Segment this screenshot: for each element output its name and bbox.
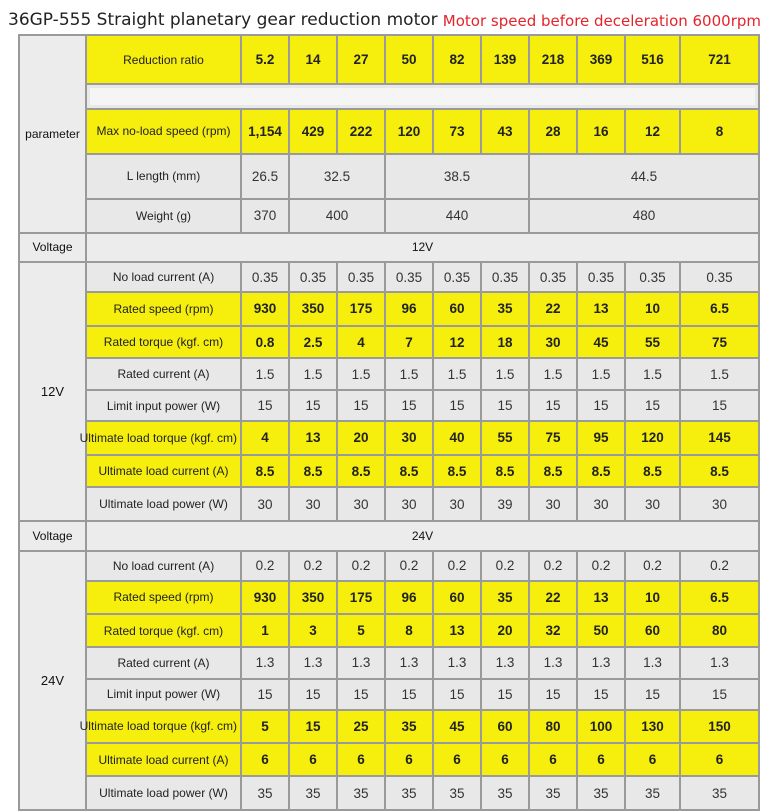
- voltage-group-label: 12V: [19, 262, 86, 521]
- spec-value: 0.35: [529, 262, 577, 292]
- spec-row: [19, 551, 759, 581]
- row-label: Ultimate load power (W): [86, 776, 241, 810]
- spec-value: 0.2: [680, 551, 759, 581]
- spec-value: 15: [529, 390, 577, 421]
- row-label: Ultimate load current (A): [86, 743, 241, 776]
- row-label: Rated current (A): [86, 358, 241, 390]
- spec-value: 150: [680, 710, 759, 744]
- spec-value: 1.5: [385, 358, 433, 390]
- spec-value: 4: [241, 421, 289, 455]
- spec-value: 7: [385, 326, 433, 359]
- length-value: 44.5: [529, 154, 759, 199]
- spec-value: 6: [289, 743, 337, 776]
- spec-value: 0.2: [289, 551, 337, 581]
- spec-value: 39: [481, 487, 529, 521]
- row-label: Rated speed (rpm): [86, 581, 241, 615]
- spec-value: 15: [241, 390, 289, 421]
- spec-value: 35: [577, 776, 625, 810]
- spec-value: 95: [577, 421, 625, 455]
- spec-value: 13: [433, 614, 481, 647]
- weight-row: [19, 199, 759, 233]
- spec-value: 8.5: [529, 455, 577, 488]
- spec-value: 22: [529, 292, 577, 326]
- spec-value: 13: [577, 581, 625, 615]
- ratio-value: 82: [433, 35, 481, 84]
- spec-value: 0.2: [577, 551, 625, 581]
- spec-value: 15: [577, 390, 625, 421]
- spec-row: [19, 581, 759, 615]
- spec-value: 12: [433, 326, 481, 359]
- spec-value: 0.35: [289, 262, 337, 292]
- spec-value: 35: [433, 776, 481, 810]
- spec-value: 50: [577, 614, 625, 647]
- spec-row: [19, 679, 759, 710]
- spec-value: 0.8: [241, 326, 289, 359]
- spec-value: 0.35: [241, 262, 289, 292]
- spec-value: 15: [289, 710, 337, 744]
- spec-value: 1.3: [680, 647, 759, 679]
- spec-value: 15: [625, 390, 680, 421]
- noload-speed-value: 16: [577, 109, 625, 154]
- spec-value: 6: [433, 743, 481, 776]
- spec-value: 30: [241, 487, 289, 521]
- spec-value: 25: [337, 710, 385, 744]
- weight-value: 480: [529, 199, 759, 233]
- spec-value: 1.3: [625, 647, 680, 679]
- voltage-group-label: 24V: [19, 551, 86, 810]
- noload-speed-value: 43: [481, 109, 529, 154]
- row-label: Rated torque (kgf. cm): [86, 326, 241, 359]
- spec-value: 30: [385, 421, 433, 455]
- spec-value: 1.5: [289, 358, 337, 390]
- motor-speed-note: Motor speed before deceleration 6000rpm: [442, 12, 761, 30]
- spec-value: 20: [481, 614, 529, 647]
- voltage-label: Voltage: [19, 521, 86, 551]
- spec-value: 15: [680, 390, 759, 421]
- spec-value: 15: [433, 390, 481, 421]
- spec-value: 15: [625, 679, 680, 710]
- spec-value: 30: [529, 487, 577, 521]
- spec-row: [19, 421, 759, 455]
- spec-value: 10: [625, 581, 680, 615]
- row-label: Ultimate load power (W): [86, 487, 241, 521]
- row-label: No load current (A): [86, 262, 241, 292]
- spec-table: [18, 34, 760, 811]
- parameter-label: parameter: [19, 35, 86, 233]
- spec-value: 930: [241, 292, 289, 326]
- spec-value: 1.3: [481, 647, 529, 679]
- row-label: Ultimate load torque (kgf. cm): [86, 710, 241, 744]
- spec-row: [19, 743, 759, 776]
- spec-value: 30: [289, 487, 337, 521]
- spec-value: 8.5: [433, 455, 481, 488]
- spec-value: 22: [529, 581, 577, 615]
- row-label: Ultimate load current (A): [86, 455, 241, 488]
- row-label: Rated current (A): [86, 647, 241, 679]
- spec-value: 15: [337, 679, 385, 710]
- spec-row: [19, 292, 759, 326]
- spec-value: 96: [385, 581, 433, 615]
- spec-value: 15: [680, 679, 759, 710]
- spec-value: 8: [385, 614, 433, 647]
- spec-value: 75: [529, 421, 577, 455]
- spec-value: 15: [385, 390, 433, 421]
- spec-value: 35: [481, 581, 529, 615]
- spec-value: 2.5: [289, 326, 337, 359]
- spec-value: 35: [385, 776, 433, 810]
- spec-value: 30: [385, 487, 433, 521]
- spec-value: 15: [241, 679, 289, 710]
- spec-value: 30: [577, 487, 625, 521]
- row-label: Limit input power (W): [86, 390, 241, 421]
- spec-value: 120: [625, 421, 680, 455]
- spec-value: 15: [289, 679, 337, 710]
- spec-value: 1.3: [577, 647, 625, 679]
- spec-value: 10: [625, 292, 680, 326]
- spec-value: 18: [481, 326, 529, 359]
- voltage-row: [19, 521, 759, 551]
- spec-value: 6.5: [680, 292, 759, 326]
- spec-value: 60: [433, 581, 481, 615]
- spec-value: 0.2: [529, 551, 577, 581]
- spec-value: 130: [625, 710, 680, 744]
- spec-value: 1.5: [680, 358, 759, 390]
- noload-speed-value: 429: [289, 109, 337, 154]
- spec-value: 80: [529, 710, 577, 744]
- spec-value: 5: [337, 614, 385, 647]
- spec-value: 96: [385, 292, 433, 326]
- spec-value: 0.35: [337, 262, 385, 292]
- spec-value: 1.5: [625, 358, 680, 390]
- spec-value: 35: [481, 776, 529, 810]
- spec-value: 30: [337, 487, 385, 521]
- spec-value: 8.5: [625, 455, 680, 488]
- spec-value: 35: [680, 776, 759, 810]
- spec-value: 15: [289, 390, 337, 421]
- spec-value: 6: [625, 743, 680, 776]
- spec-value: 5: [241, 710, 289, 744]
- spec-row: [19, 647, 759, 679]
- spec-value: 60: [481, 710, 529, 744]
- ratio-value: 516: [625, 35, 680, 84]
- noload-speed-value: 73: [433, 109, 481, 154]
- spec-value: 55: [625, 326, 680, 359]
- spec-value: 8.5: [680, 455, 759, 488]
- ratio-value: 218: [529, 35, 577, 84]
- voltage-value: 24V: [86, 521, 759, 551]
- spec-value: 0.2: [625, 551, 680, 581]
- spec-value: 15: [577, 679, 625, 710]
- spec-value: 8.5: [481, 455, 529, 488]
- spacer-row: [19, 84, 759, 109]
- spec-value: 6: [481, 743, 529, 776]
- spacer-cell: [86, 84, 759, 109]
- spec-row: [19, 487, 759, 521]
- spec-value: 6: [385, 743, 433, 776]
- noload-speed-value: 12: [625, 109, 680, 154]
- noload-speed-row: [19, 109, 759, 154]
- spec-value: 75: [680, 326, 759, 359]
- noload-speed-value: 222: [337, 109, 385, 154]
- spec-value: 1.3: [385, 647, 433, 679]
- header: [0, 0, 777, 34]
- spec-value: 1.5: [433, 358, 481, 390]
- spec-value: 35: [289, 776, 337, 810]
- ratio-row: [19, 35, 759, 84]
- length-value: 38.5: [385, 154, 529, 199]
- spec-value: 0.2: [337, 551, 385, 581]
- spec-value: 0.2: [241, 551, 289, 581]
- spec-value: 6: [337, 743, 385, 776]
- row-label: L length (mm): [86, 154, 241, 199]
- spec-value: 145: [680, 421, 759, 455]
- spec-value: 30: [625, 487, 680, 521]
- noload-speed-value: 28: [529, 109, 577, 154]
- length-value: 26.5: [241, 154, 289, 199]
- ratio-value: 721: [680, 35, 759, 84]
- spec-value: 6: [577, 743, 625, 776]
- spec-value: 13: [577, 292, 625, 326]
- noload-speed-value: 1,154: [241, 109, 289, 154]
- spec-value: 0.2: [433, 551, 481, 581]
- row-label: Weight (g): [86, 199, 241, 233]
- spec-value: 30: [433, 487, 481, 521]
- spec-value: 32: [529, 614, 577, 647]
- spec-value: 175: [337, 581, 385, 615]
- voltage-value: 12V: [86, 233, 759, 263]
- weight-value: 440: [385, 199, 529, 233]
- spec-row: [19, 455, 759, 488]
- spec-value: 6.5: [680, 581, 759, 615]
- spec-value: 0.35: [625, 262, 680, 292]
- weight-value: 370: [241, 199, 289, 233]
- spec-value: 13: [289, 421, 337, 455]
- spec-value: 20: [337, 421, 385, 455]
- spec-value: 35: [529, 776, 577, 810]
- spec-value: 35: [337, 776, 385, 810]
- ratio-value: 14: [289, 35, 337, 84]
- spec-value: 35: [481, 292, 529, 326]
- spec-value: 1: [241, 614, 289, 647]
- spec-value: 1.3: [433, 647, 481, 679]
- spec-value: 4: [337, 326, 385, 359]
- row-label: Max no-load speed (rpm): [86, 109, 241, 154]
- spec-value: 60: [433, 292, 481, 326]
- spec-row: [19, 776, 759, 810]
- ratio-value: 369: [577, 35, 625, 84]
- spec-value: 15: [385, 679, 433, 710]
- spec-table-body: [19, 35, 759, 810]
- spec-value: 8.5: [577, 455, 625, 488]
- spec-value: 6: [529, 743, 577, 776]
- noload-speed-value: 8: [680, 109, 759, 154]
- spec-value: 0.35: [680, 262, 759, 292]
- spec-row: [19, 614, 759, 647]
- row-label: No load current (A): [86, 551, 241, 581]
- spec-value: 8.5: [289, 455, 337, 488]
- spec-value: 1.5: [577, 358, 625, 390]
- spec-row: [19, 326, 759, 359]
- spec-value: 35: [241, 776, 289, 810]
- ratio-value: 139: [481, 35, 529, 84]
- row-label: Reduction ratio: [86, 35, 241, 84]
- spec-value: 1.5: [481, 358, 529, 390]
- spec-value: 1.3: [337, 647, 385, 679]
- spec-value: 350: [289, 292, 337, 326]
- row-label: Rated speed (rpm): [86, 292, 241, 326]
- spec-value: 15: [529, 679, 577, 710]
- spec-value: 55: [481, 421, 529, 455]
- spec-value: 45: [433, 710, 481, 744]
- spec-value: 35: [385, 710, 433, 744]
- spec-value: 0.2: [481, 551, 529, 581]
- spec-row: [19, 710, 759, 744]
- spec-value: 930: [241, 581, 289, 615]
- spec-value: 40: [433, 421, 481, 455]
- row-label: Rated torque (kgf. cm): [86, 614, 241, 647]
- noload-speed-value: 120: [385, 109, 433, 154]
- spec-value: 8.5: [241, 455, 289, 488]
- spec-value: 1.5: [529, 358, 577, 390]
- ratio-value: 5.2: [241, 35, 289, 84]
- spec-value: 6: [241, 743, 289, 776]
- spec-value: 15: [481, 679, 529, 710]
- spec-value: 1.3: [241, 647, 289, 679]
- spec-value: 1.5: [241, 358, 289, 390]
- spec-value: 1.3: [529, 647, 577, 679]
- spec-value: 0.35: [433, 262, 481, 292]
- voltage-label: Voltage: [19, 233, 86, 263]
- spec-value: 6: [680, 743, 759, 776]
- spec-value: 30: [680, 487, 759, 521]
- row-label: Limit input power (W): [86, 679, 241, 710]
- page-title: 36GP-555 Straight planetary gear reduction motor: [8, 10, 438, 30]
- spec-value: 15: [337, 390, 385, 421]
- row-label: Ultimate load torque (kgf. cm): [86, 421, 241, 455]
- ratio-value: 27: [337, 35, 385, 84]
- spec-value: 15: [481, 390, 529, 421]
- spec-row: [19, 390, 759, 421]
- spec-value: 35: [625, 776, 680, 810]
- spec-value: 1.3: [289, 647, 337, 679]
- spec-value: 30: [529, 326, 577, 359]
- spec-value: 60: [625, 614, 680, 647]
- spec-value: 8.5: [385, 455, 433, 488]
- spec-value: 0.2: [385, 551, 433, 581]
- spec-row: [19, 262, 759, 292]
- spec-value: 1.5: [337, 358, 385, 390]
- spec-value: 0.35: [481, 262, 529, 292]
- spec-value: 0.35: [577, 262, 625, 292]
- spec-value: 45: [577, 326, 625, 359]
- spec-value: 15: [433, 679, 481, 710]
- weight-value: 400: [289, 199, 385, 233]
- spec-value: 175: [337, 292, 385, 326]
- spec-value: 0.35: [385, 262, 433, 292]
- voltage-row: [19, 233, 759, 263]
- spec-value: 3: [289, 614, 337, 647]
- spec-value: 100: [577, 710, 625, 744]
- spec-row: [19, 358, 759, 390]
- ratio-value: 50: [385, 35, 433, 84]
- length-value: 32.5: [289, 154, 385, 199]
- spec-value: 350: [289, 581, 337, 615]
- length-row: [19, 154, 759, 199]
- spec-value: 80: [680, 614, 759, 647]
- spec-value: 8.5: [337, 455, 385, 488]
